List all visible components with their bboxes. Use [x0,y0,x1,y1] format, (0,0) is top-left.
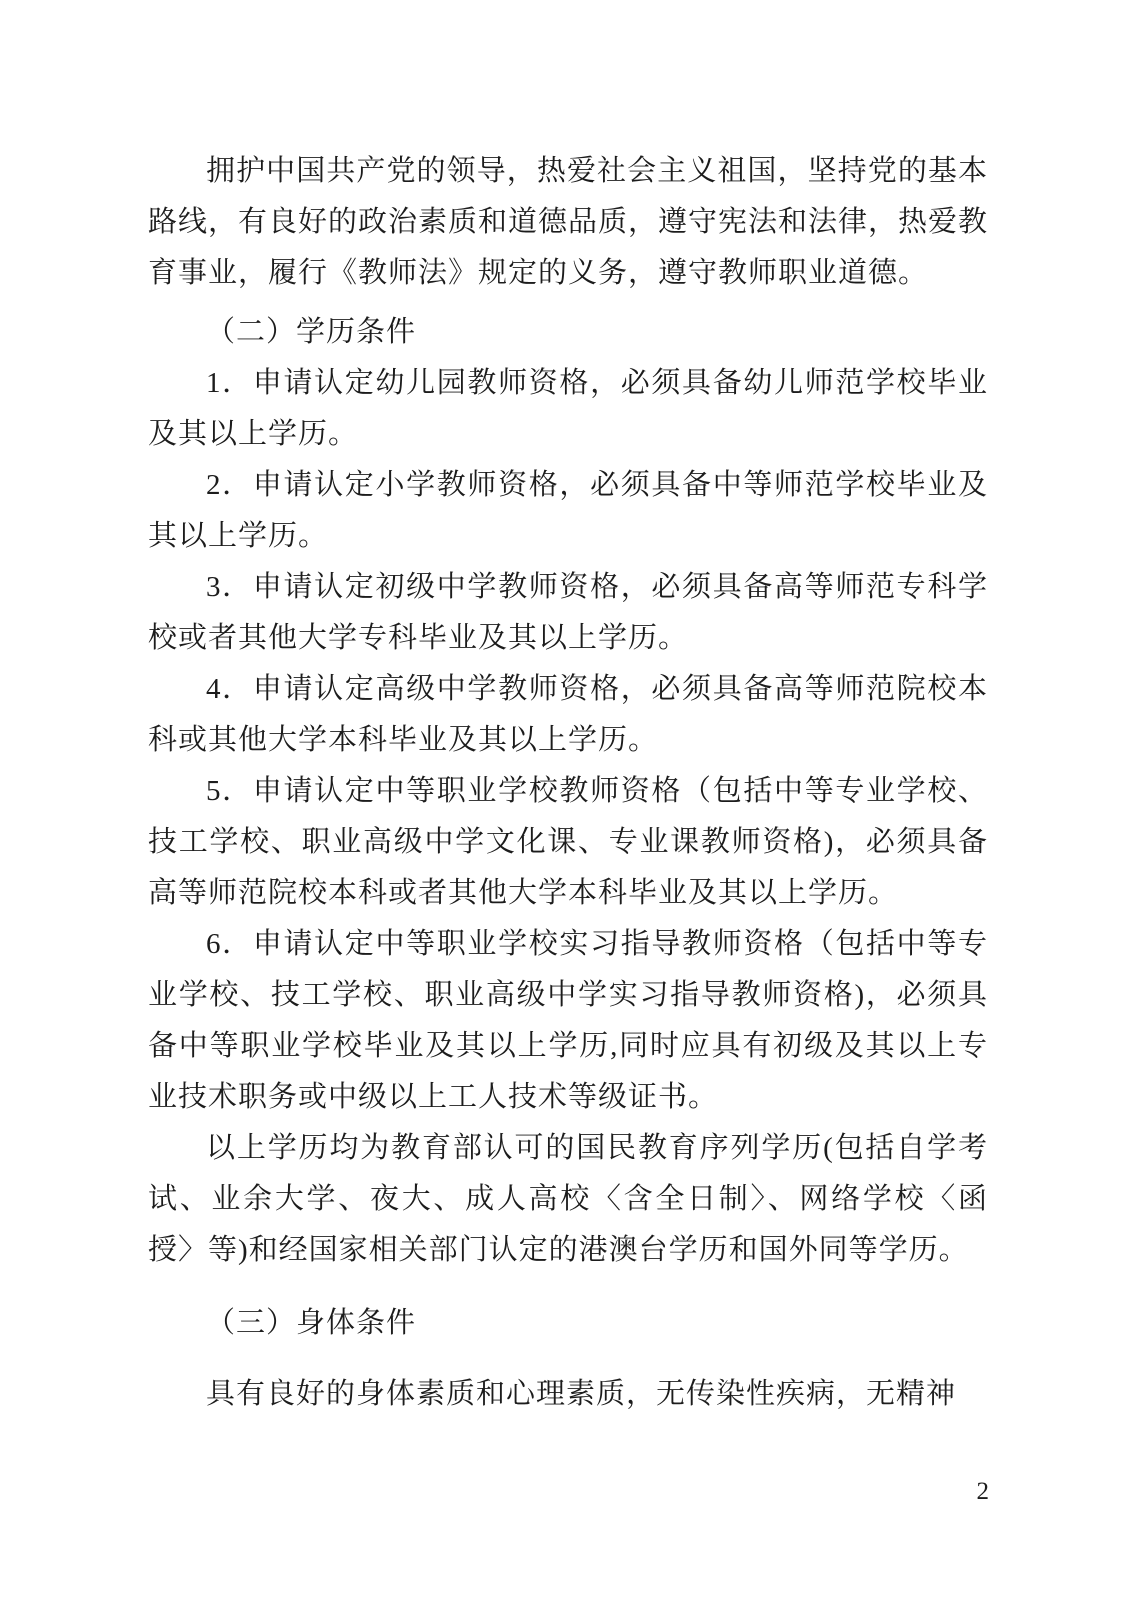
education-note-paragraph: 以上学历均为教育部认可的国民教育序列学历(包括自学考试、业余大学、夜大、成人高校〈含全日制〉、网络学校〈函授〉等)和经国家相关部门认定的港澳台学历和国外同等学历。 [148,1132,988,1266]
document-body [148,146,988,1420]
education-item-3: 3．申请认定初级中学教师资格，必须具备高等师范专科学校或者其他大学专科毕业及其以上学历。 [148,571,988,654]
education-item-4: 4．申请认定高级中学教师资格，必须具备高等师范院校本科或其他大学本科毕业及其以上学历。 [148,673,988,756]
paragraph-physical-conditions: 具有良好的身体素质和心理素质，无传染性疾病，无精神 [206,1378,957,1410]
education-item-2: 2．申请认定小学教师资格，必须具备中等师范学校毕业及其以上学历。 [148,469,988,552]
heading-physical-conditions: （三）身体条件 [206,1307,417,1339]
paragraph-political-conditions: 拥护中国共产党的领导，热爱社会主义祖国，坚持党的基本路线，有良好的政治素质和道德品质，遵守宪法和法律，热爱教育事业，履行《教师法》规定的义务，遵守教师职业道德。 [148,155,989,289]
education-item-1: 1．申请认定幼儿园教师资格，必须具备幼儿师范学校毕业及其以上学历。 [148,367,988,450]
page-number: 2 [976,1478,989,1505]
education-item-6: 6．申请认定中等职业学校实习指导教师资格（包括中等专业学校、技工学校、职业高级中学实习指导教师资格)，必须具备中等职业学校毕业及其以上学历,同时应具有初级及其以上专业技术职务或中级以上工人技术等级证书。 [148,928,988,1113]
education-item-5: 5．申请认定中等职业学校教师资格（包括中等专业学校、技工学校、职业高级中学文化课、专业课教师资格)，必须具备高等师范院校本科或者其他大学本科毕业及其以上学历。 [148,775,988,909]
heading-education-conditions: （二）学历条件 [206,316,417,348]
